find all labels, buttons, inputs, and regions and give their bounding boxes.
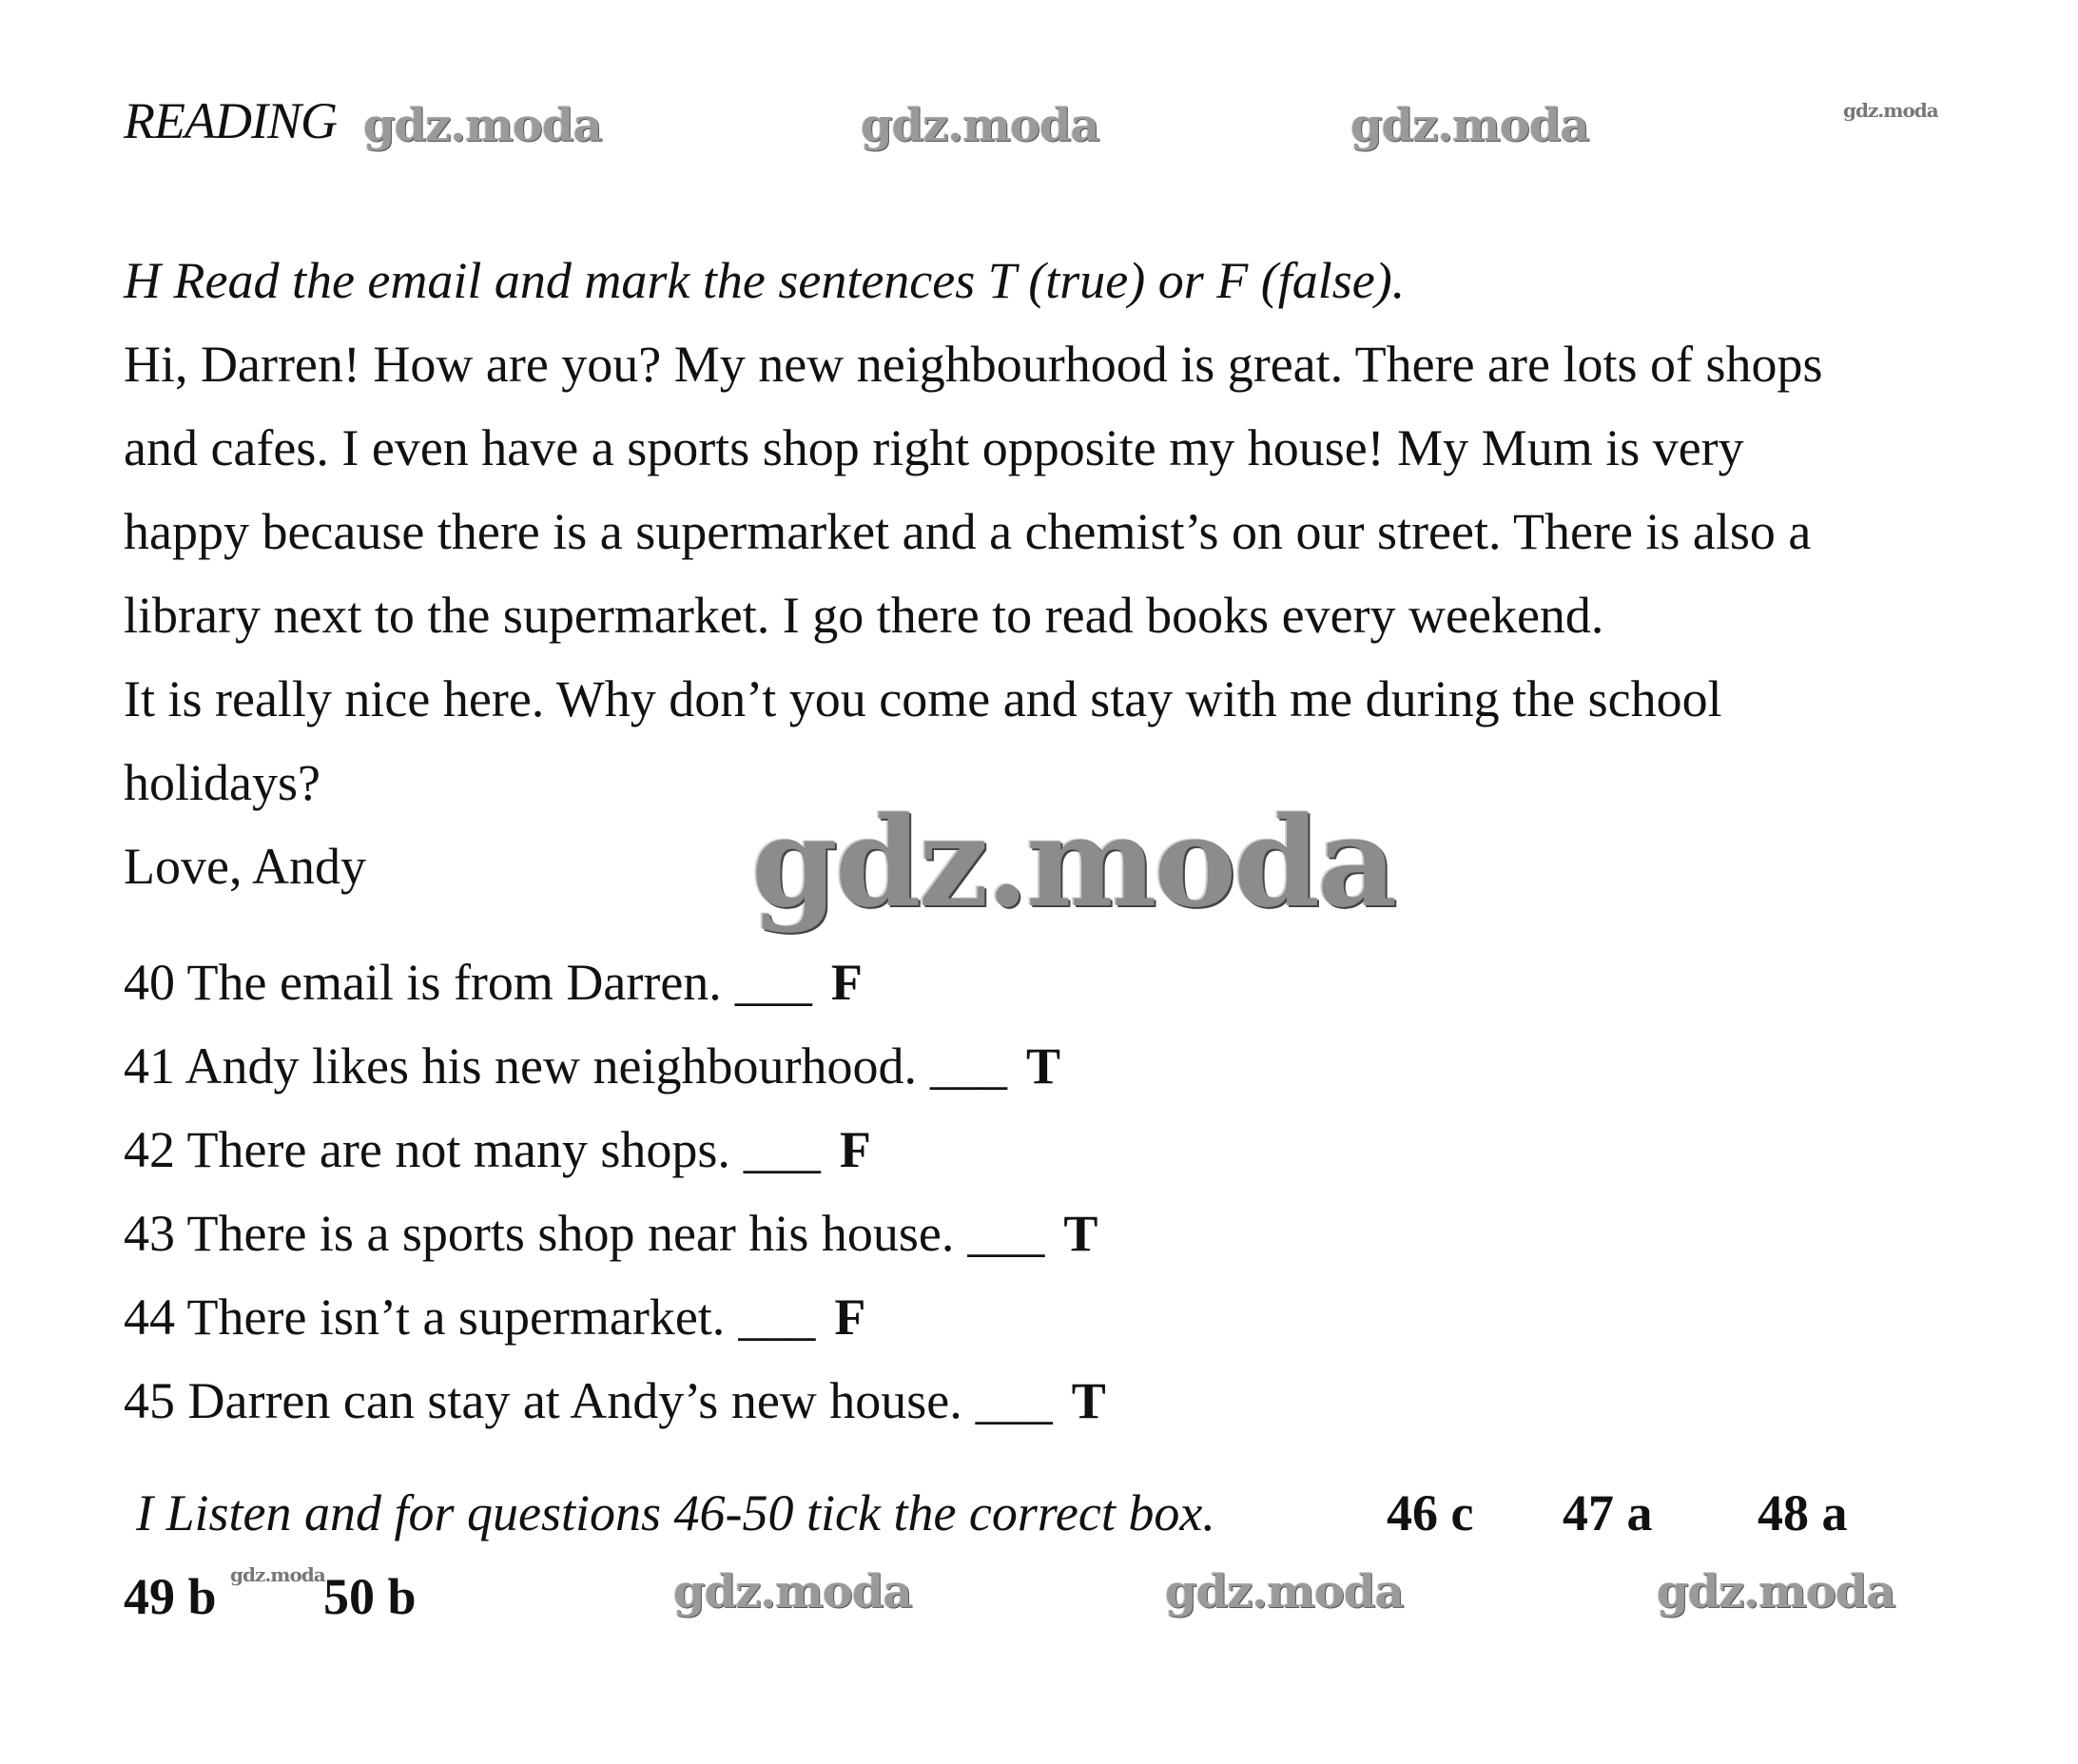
watermark: gdz.moda [1843, 99, 1938, 122]
listening-answer: 47 a [1563, 1484, 1653, 1541]
question-text: 45 Darren can stay at Andy’s new house. [124, 1372, 962, 1429]
question-text: 44 There isn’t a supermarket. [124, 1289, 726, 1346]
answer-blank: ___ [929, 1037, 1007, 1095]
answer-blank: ___ [734, 954, 812, 1011]
question-item [124, 1037, 1060, 1095]
question-item [124, 1371, 1106, 1430]
question-item [124, 953, 863, 1012]
question-text: 42 There are not many shops. [124, 1121, 730, 1178]
listening-answer: 50 b [323, 1568, 417, 1625]
listening-answer: 46 c [1387, 1484, 1474, 1541]
email-line: happy because there is a supermarket and a chemist’s on our street. There is also a [124, 503, 1812, 560]
answer-mark: F [830, 954, 863, 1011]
email-line: It is really nice here. Why don’t you come and stay with me during the school [124, 670, 1722, 727]
question-text: 41 Andy likes his new neighbourhood. [124, 1037, 917, 1095]
answer-mark: T [1071, 1372, 1106, 1429]
section-heading: READING [124, 92, 337, 149]
watermark: gdz.moda [861, 99, 1099, 152]
question-text: 40 The email is from Darren. [124, 954, 722, 1011]
answer-blank: ___ [975, 1372, 1053, 1429]
listening-answer: 49 b [124, 1568, 217, 1625]
answer-mark: F [834, 1289, 866, 1346]
answer-blank: ___ [743, 1121, 821, 1178]
answer-blank: ___ [738, 1289, 816, 1346]
watermark: gdz.moda [1165, 1565, 1404, 1619]
watermark-large: gdz.moda [751, 789, 1395, 935]
question-item [124, 1204, 1097, 1263]
question-item [124, 1288, 865, 1347]
watermark: gdz.moda [230, 1563, 325, 1586]
watermark: gdz.moda [673, 1565, 912, 1619]
answer-mark: T [1063, 1205, 1098, 1262]
watermark: gdz.moda [1657, 1565, 1895, 1619]
watermark: gdz.moda [363, 99, 602, 152]
answer-blank: ___ [967, 1205, 1045, 1262]
email-line: holidays? [124, 754, 320, 811]
email-line: and cafes. I even have a sports shop right opposite my house! My Mum is very [124, 419, 1744, 476]
answer-mark: F [839, 1121, 871, 1178]
listening-instruction: I Listen and for questions 46-50 tick the correct box. [136, 1484, 1215, 1541]
email-signature: Love, Andy [124, 838, 366, 895]
watermark: gdz.moda [1350, 99, 1589, 152]
question-item [124, 1120, 871, 1179]
listening-answer: 48 a [1758, 1484, 1848, 1541]
question-text: 43 There is a sports shop near his house. [124, 1205, 955, 1262]
answer-mark: T [1025, 1037, 1060, 1095]
email-line: library next to the supermarket. I go there to read books every weekend. [124, 587, 1604, 644]
task-instruction: H Read the email and mark the sentences T (true) or F (false). [124, 252, 1406, 309]
email-line: Hi, Darren! How are you? My new neighbourhood is great. There are lots of shops [124, 336, 1823, 393]
